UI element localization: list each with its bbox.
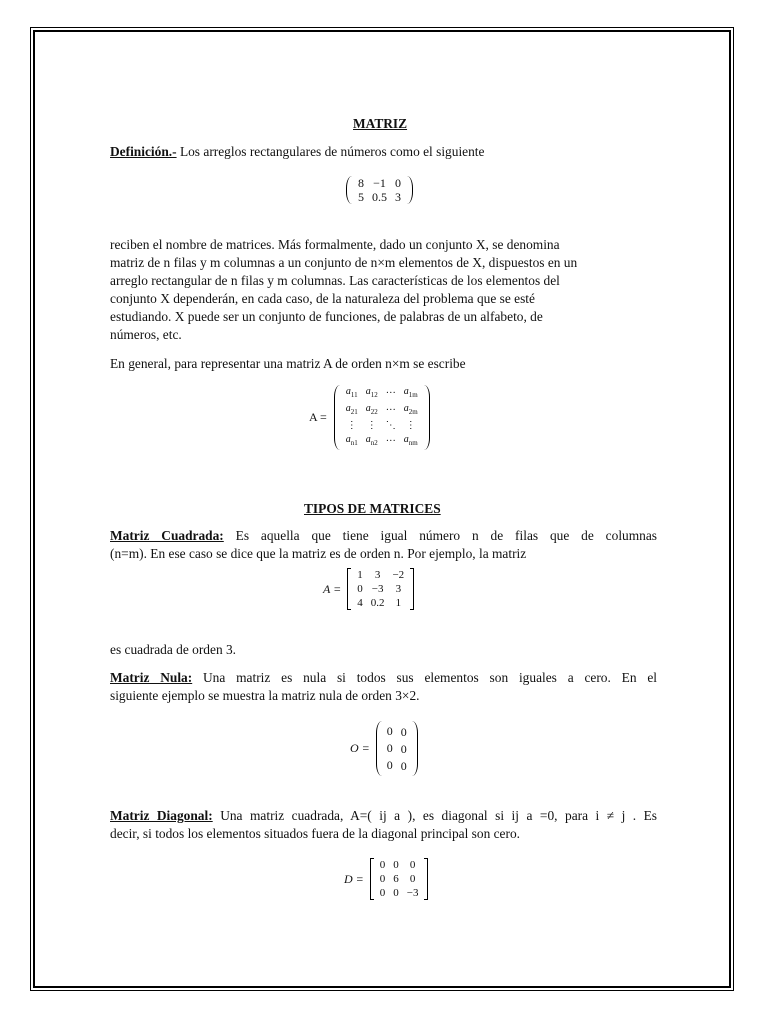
definition-text: Los arreglos rectangulares de números como el siguiente xyxy=(179,144,485,159)
example-matrix-table: 8 −1 0 5 0.5 3 xyxy=(358,176,401,204)
nula-matrix: O = 0 0 0 0 0 0 xyxy=(350,721,418,776)
definition-label: Definición.- xyxy=(110,144,177,159)
cuadrada-matrix: A = 1 3 −2 0 −3 3 4 0.2 1 xyxy=(323,568,414,610)
cuadrada-after: es cuadrada de orden 3. xyxy=(110,642,237,657)
section-title: TIPOS DE MATRICES xyxy=(304,501,441,516)
paragraph-2: En general, para representar una matriz A de orden n×m se escribe xyxy=(110,356,466,371)
diagonal-paragraph: Matriz Diagonal: Una matriz cuadrada, A=( ij a ), es diagonal si ij a =0, para i ≠ j . Es decir, si todos los elementos situados fuera de la diagonal principal son cero. xyxy=(110,808,658,841)
diagonal-matrix: D = 0 0 0 0 6 0 0 0 −3 xyxy=(344,858,428,900)
general-matrix-table: $a_{11}$ $a_{12}$ ··· $a_{1m}$ $a_{21}$ $a_{22}$ ··· $a_{2m}$ ⋮ ⋮ ⋱ ⋮ $a_{n1}$ $a_{n2}$ ··· $a_{nm}$ xyxy=(345,386,418,447)
nula-paragraph: Matriz Nula: Una matriz es nula si todos sus elementos son iguales a cero. En el siguiente ejemplo se muestra la matriz nula de orden 3×2. xyxy=(110,670,657,703)
general-matrix-label: A = xyxy=(309,410,327,424)
page-title: MATRIZ xyxy=(353,116,408,131)
cuadrada-paragraph: Matriz Cuadrada: Es aquella que tiene igual número n de filas que de columnas (n=m). En ese caso se dice que la matriz es de orden n. Por ejemplo, la matriz xyxy=(110,528,658,561)
diagonal-matrix-table: 0 0 0 0 6 0 0 0 −3 xyxy=(379,859,419,899)
paragraph-1: reciben el nombre de matrices. Más formalmente, dado un conjunto X, se denomina matriz de n filas y m columnas a un conjunto de n×m elementos de X, dispuestos en un arreglo rectangular de n filas y m columnas. Las características de los elementos del conjunto X dependerán, en cada caso, de la naturaleza del problema que se esté estudiando. X puede ser un conjunto de funciones, de palabras de un alfabeto, de números, etc. xyxy=(110,237,578,342)
definition-paragraph xyxy=(110,143,484,161)
cuadrada-matrix-table: 1 3 −2 0 −3 3 4 0.2 1 xyxy=(357,569,405,609)
example-matrix xyxy=(346,176,413,204)
nula-matrix-table: 0 0 0 0 0 0 xyxy=(386,724,407,773)
general-matrix xyxy=(309,385,430,450)
